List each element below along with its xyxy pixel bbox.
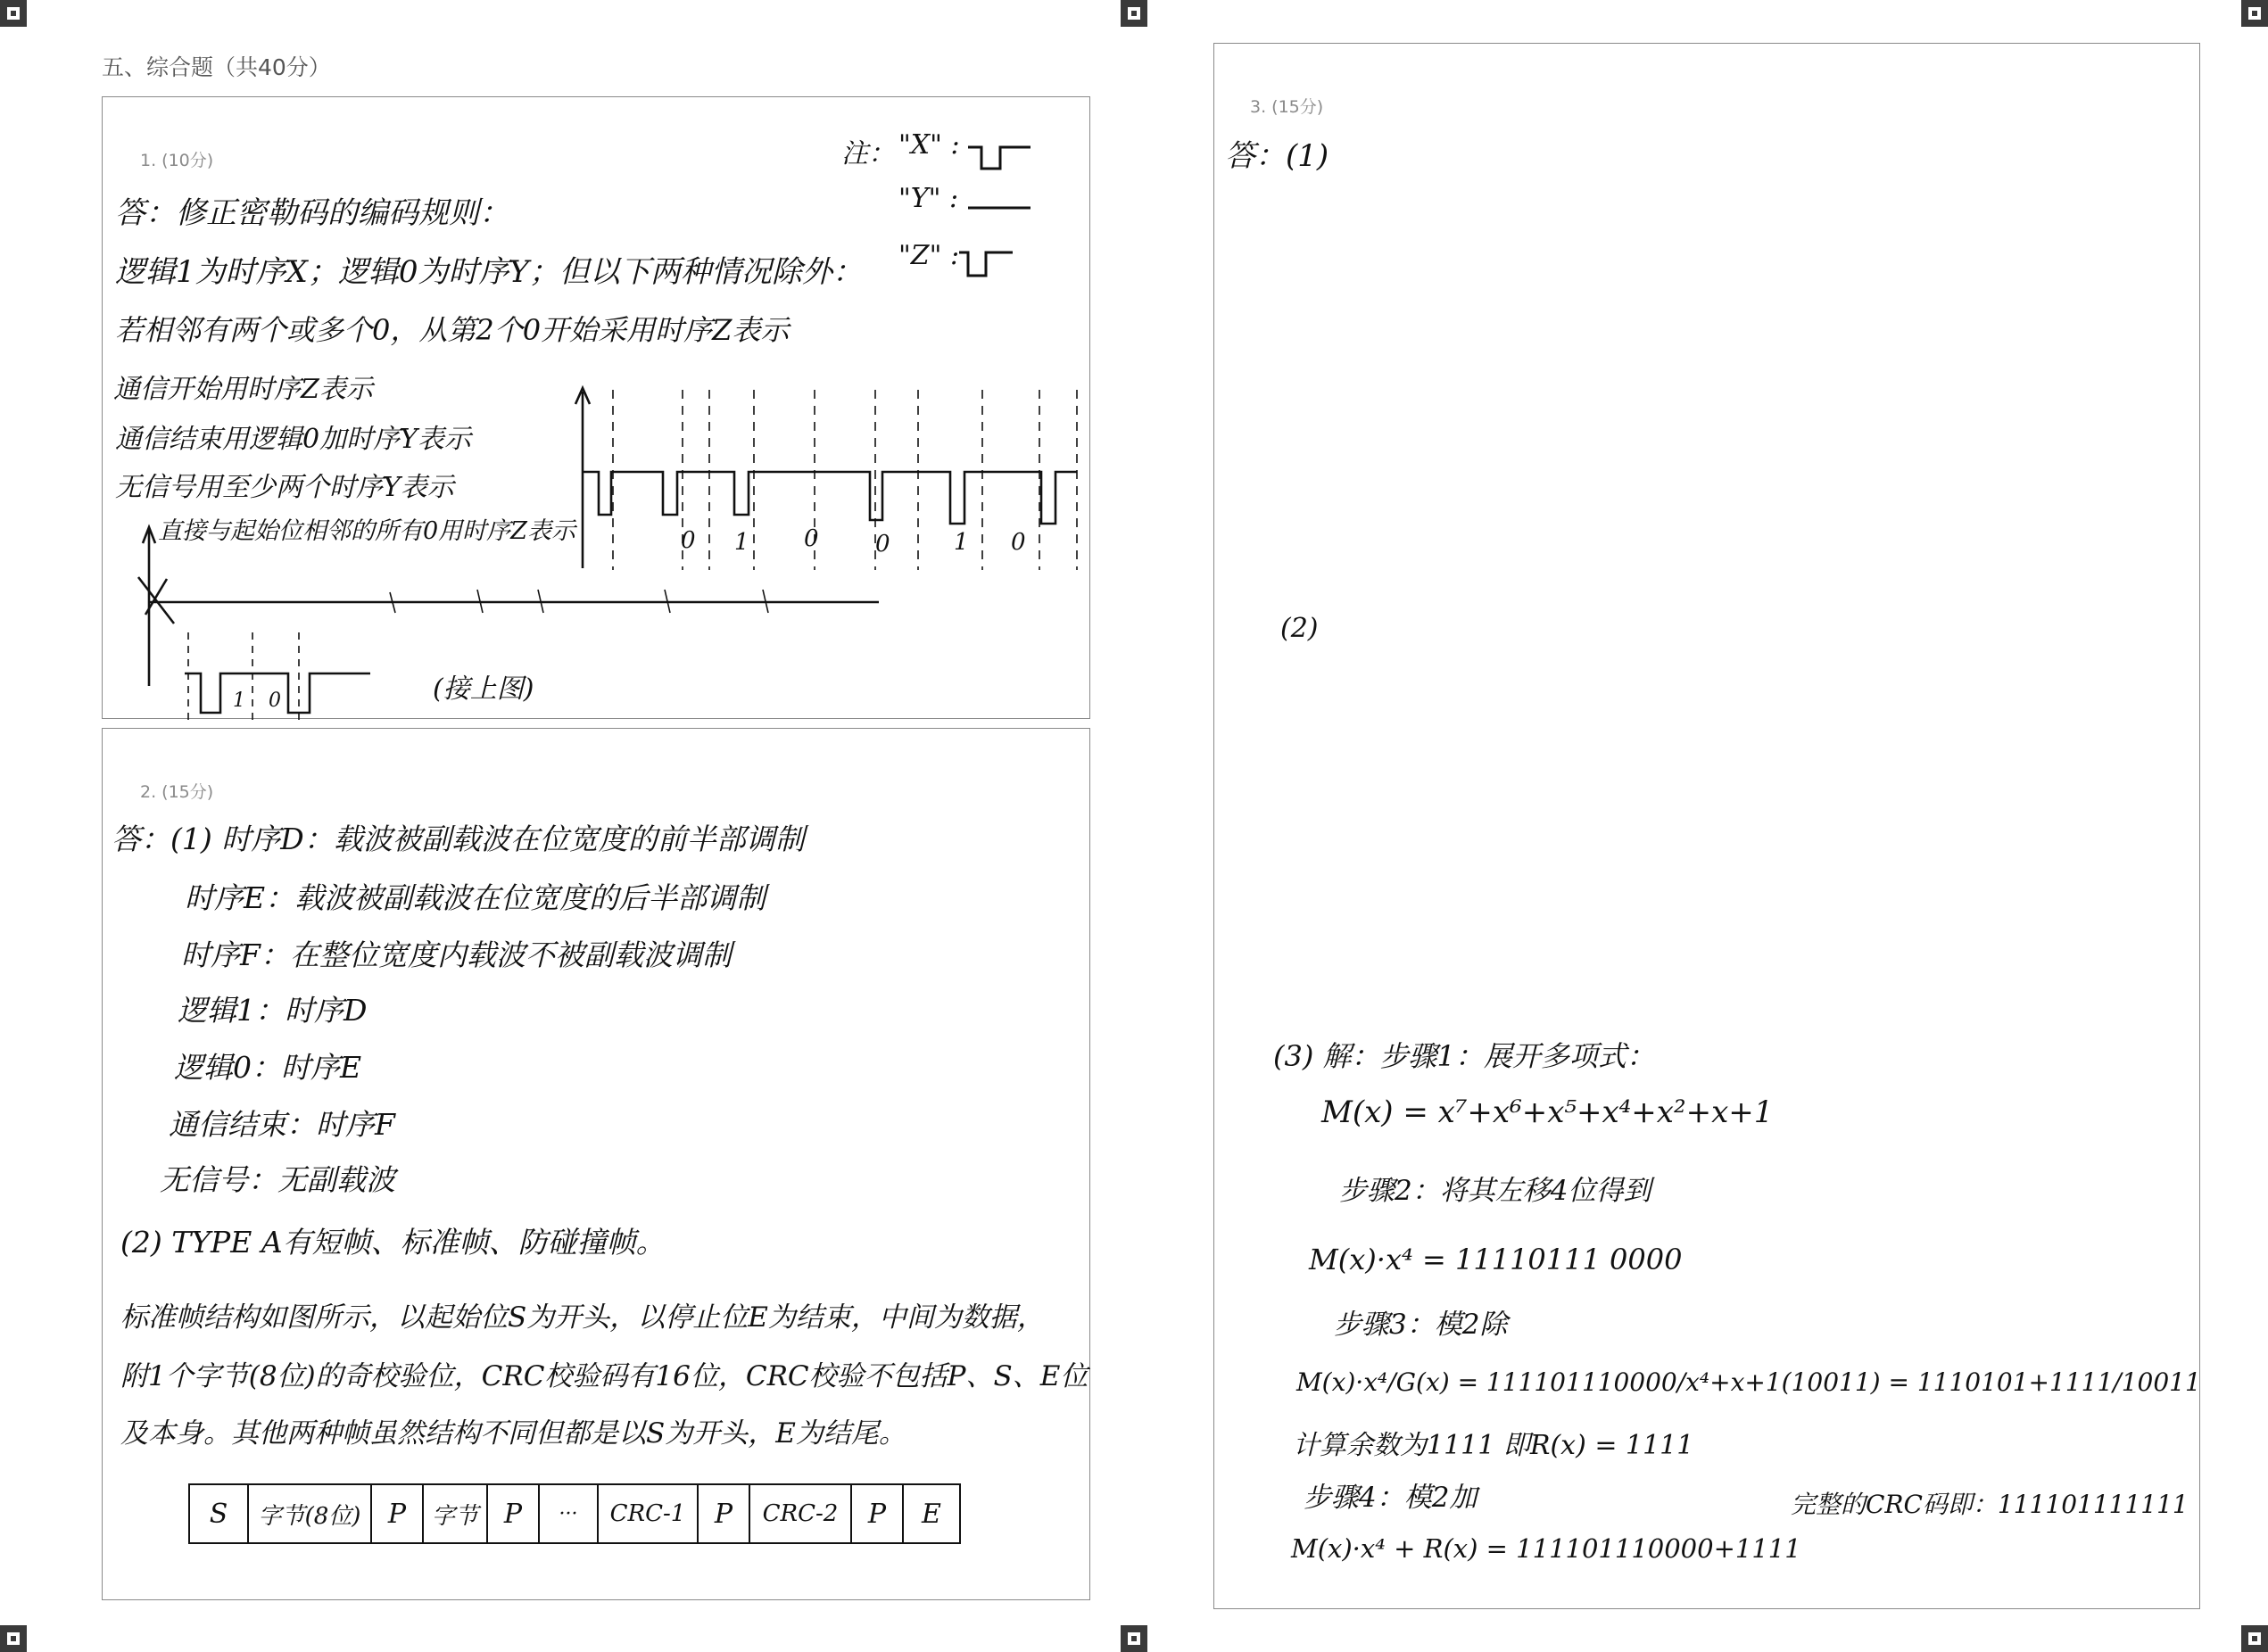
corner-marker-bottom-center [1121,1625,1147,1652]
section-title: 五、综合题（共40分） [102,54,331,80]
modified-miller-timing-diagram [103,97,1091,720]
q3-answer-2: (2) [1280,613,1319,644]
question-2-label: 2. (15分) [140,782,214,802]
corner-marker-top-center [1121,0,1147,27]
lower-axis-cross [138,577,174,624]
q2-line-6: 通信结束：时序F [169,1107,395,1142]
q1-line-4: 通信开始用时序Z表示 [113,374,373,405]
q2-line-1: 答：(1) 时序D：载波被副载波在位宽度的前半部调制 [112,822,805,856]
q1-line-3: 若相邻有两个或多个0，从第2个0开始采用时序Z表示 [115,313,790,347]
frame-cell-crc-2: CRC-2 [750,1485,852,1542]
legend-z-label: "Z" : [898,240,960,271]
bit-label: 1 [954,529,969,556]
q2-line-5: 逻辑0：时序E [174,1050,362,1085]
frame-cell-start: S [190,1485,249,1542]
q3-answer-1: 答：(1) [1225,138,1329,174]
legend-y-label: "Y" : [898,183,959,214]
q2-line-4: 逻辑1：时序D [178,993,368,1028]
frame-cell-parity: P [699,1485,750,1542]
frame-cell-data-byte: 字节 [424,1485,488,1542]
frame-cell-end: E [922,1498,941,1530]
q2-line-11: 及本身。其他两种帧虽然结构不同但都是以S为开头，E为结尾。 [120,1417,906,1450]
legend-note: 注： [841,138,895,169]
question-2-box [102,728,1090,1600]
q2-line-3: 时序F：在整位宽度内载波不被副载波调制 [181,938,732,972]
frame-cell-parity: P [488,1485,540,1542]
q2-line-9: 标准帧结构如图所示，以起始位S为开头，以停止位E为结束，中间为数据， [120,1301,1045,1334]
q2-line-2: 时序E：载波被副载波在位宽度的后半部调制 [185,880,766,915]
q3-line-8: 步骤4：模2加 [1304,1482,1478,1514]
question-3-label: 3. (15分) [1250,97,1324,117]
q2-line-10: 附1个字节(8位)的奇校验位，CRC校验码有16位，CRC校验不包括P、S、E位 [120,1360,1088,1392]
q3-line-1: (3) 解：步骤1：展开多项式： [1273,1039,1655,1073]
q3-line-7: 计算余数为1111 即R(x) = 1111 [1293,1430,1694,1461]
question-3-box [1213,43,2200,1609]
q1-line-2: 逻辑1为时序X；逻辑0为时序Y；但以下两种情况除外： [115,254,863,290]
diagram-caption: (接上图) [433,673,534,705]
q3-line-2: M(x) = x⁷+x⁶+x⁵+x⁴+x²+x+1 [1321,1094,1774,1130]
q1-line-6: 无信号用至少两个时序Y表示 [115,472,454,503]
bit-label: 0 [875,531,890,558]
legend-x-label: "X" : [898,129,960,161]
q3-line-9: M(x)·x⁴ + R(x) = 111101110000+1111 [1291,1533,1801,1564]
q3-line-10: 完整的CRC码即：111101111111 [1791,1490,2189,1519]
bit-label: 0 [804,525,819,552]
corner-marker-top-right [2241,0,2268,27]
q1-line-1: 答：修正密勒码的编码规则： [115,195,509,231]
standard-frame-diagram [188,1483,961,1544]
frame-cell-parity: P [852,1485,904,1542]
q1-line-5: 通信结束用逻辑0加时序Y表示 [115,424,471,455]
lower-bit-label: 0 [269,690,281,712]
q3-line-4: M(x)·x⁴ = 11110111 0000 [1309,1243,1683,1276]
lower-bit-label: 1 [233,690,245,712]
corner-marker-bottom-left [0,1625,27,1652]
bit-label: 0 [1011,529,1026,556]
question-1-label: 1. (10分) [140,151,214,170]
q1-line-7: 直接与起始位相邻的所有0用时序Z表示 [158,517,575,545]
question-1-box [102,96,1090,719]
frame-cell-ellipsis: ··· [540,1485,599,1542]
bit-label: 1 [734,529,749,556]
timing-waveform [583,472,1077,524]
q3-line-3: 步骤2：将其左移4位得到 [1339,1175,1651,1207]
frame-cell-data-byte: 字节(8位) [249,1485,372,1542]
corner-marker-bottom-right [2241,1625,2268,1652]
q3-line-5: 步骤3：模2除 [1334,1309,1508,1341]
frame-cell-parity: P [372,1485,424,1542]
bit-label: 0 [681,527,696,554]
q2-line-8: (2) TYPE A有短帧、标准帧、防碰撞帧。 [120,1225,666,1260]
corner-marker-top-left [0,0,27,27]
q3-line-6: M(x)·x⁴/G(x) = 111101110000/x⁴+x+1(10011) = 1110101+1111/10011 [1296,1367,2201,1397]
frame-cell-crc-1: CRC-1 [599,1485,699,1542]
q2-line-7: 无信号：无副载波 [160,1162,395,1197]
